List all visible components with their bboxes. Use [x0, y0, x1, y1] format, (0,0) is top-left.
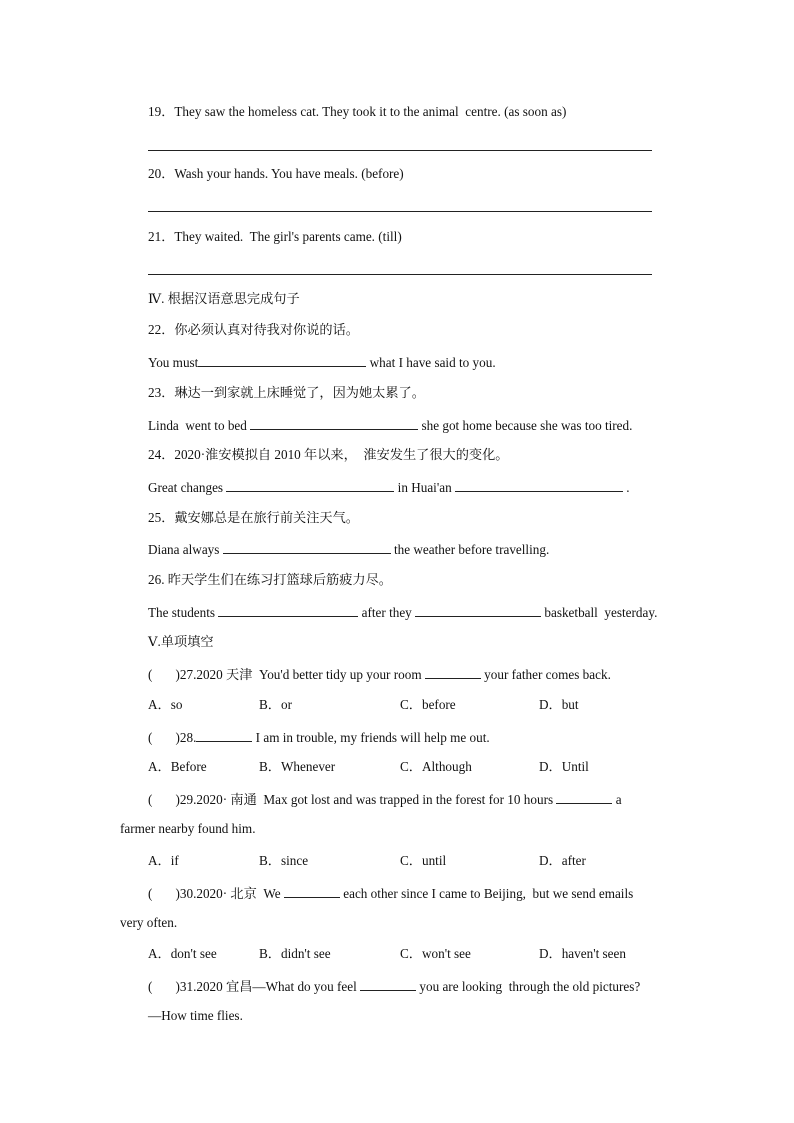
q29-option-d[interactable]: D．after	[539, 853, 586, 868]
q29-option-c[interactable]: C．until	[400, 853, 447, 868]
q22-text-a: You must	[148, 355, 199, 370]
q31-blank	[360, 977, 416, 991]
q24-blank-1[interactable]	[226, 478, 394, 492]
q31-response: —How time flies.	[148, 1008, 243, 1023]
q30-answer-paren[interactable]: ( )	[148, 886, 180, 901]
q28-option-a[interactable]: A．Before	[148, 759, 207, 774]
question-21: 21．They waited. The girl's parents came. (till)	[148, 229, 402, 244]
q29-stem-a: 29.2020· 南通 Max got lost and was trapped in the forest for 10 hours	[179, 792, 557, 807]
question-30	[148, 884, 633, 902]
q28-option-b[interactable]: B．Whenever	[259, 759, 336, 774]
q28-option-d[interactable]: D．Until	[539, 759, 589, 774]
question-19: 19．They saw the homeless cat. They took it to the animal centre. (as soon as)	[148, 104, 567, 119]
q24-text-c: .	[622, 480, 630, 495]
q30-option-a[interactable]: A．don't see	[148, 946, 217, 961]
q27-stem-b: your father comes back.	[480, 667, 611, 682]
answer-line-20[interactable]	[148, 211, 652, 212]
q24-text-b: in Huai'an	[394, 480, 455, 495]
section-5-title: Ⅴ.单项填空	[148, 634, 214, 649]
q29-stem-b: a	[612, 792, 622, 807]
question-20: 20．Wash your hands. You have meals. (before)	[148, 166, 404, 181]
question-29	[148, 790, 622, 808]
q26-blank-1[interactable]	[218, 603, 358, 617]
question-28	[148, 728, 490, 746]
q25-blank[interactable]	[223, 540, 391, 554]
q27-answer-paren[interactable]: ( )	[148, 667, 180, 682]
q29-option-a[interactable]: A．if	[148, 853, 179, 868]
q29-answer-paren[interactable]: ( )	[148, 792, 180, 807]
q22-text-b: what I have said to you.	[366, 355, 496, 370]
q25-text-a: Diana always	[148, 542, 223, 557]
q28-answer-paren[interactable]: ( )	[148, 730, 180, 745]
question-24-english	[148, 478, 630, 496]
q28-blank	[196, 728, 252, 742]
question-31	[148, 977, 640, 995]
q27-option-c[interactable]: C．before	[400, 697, 456, 712]
q23-blank[interactable]	[250, 416, 418, 430]
question-26-chinese: 26. 昨天学生们在练习打篮球后筋疲力尽。	[148, 572, 392, 587]
q27-blank	[425, 665, 481, 679]
section-4-title: Ⅳ. 根据汉语意思完成句子	[148, 291, 300, 306]
q27-option-d[interactable]: D．but	[539, 697, 579, 712]
q28-stem-b: I am in trouble, my friends will help me out.	[252, 730, 490, 745]
q26-text-c: basketball yesterday.	[541, 605, 658, 620]
question-25-chinese: 25．戴安娜总是在旅行前关注天气。	[148, 510, 359, 525]
q25-text-b: the weather before travelling.	[390, 542, 550, 557]
q27-option-b[interactable]: B．or	[259, 697, 292, 712]
answer-line-21[interactable]	[148, 274, 652, 275]
q27-option-a[interactable]: A．so	[148, 697, 183, 712]
q30-option-d[interactable]: D．haven't seen	[539, 946, 626, 961]
q31-stem-b: you are looking through the old pictures?	[416, 979, 641, 994]
q27-stem-a: 27.2020 天津 You'd better tidy up your room	[179, 667, 425, 682]
question-23-english	[148, 416, 632, 434]
question-30-continued: very often.	[120, 915, 178, 930]
q31-stem-a: 31.2020 宜昌—What do you feel	[179, 979, 361, 994]
question-23-chinese: 23．琳达一到家就上床睡觉了，因为她太累了。	[148, 385, 425, 400]
q31-answer-paren[interactable]: ( )	[148, 979, 180, 994]
q26-text-b: after they	[358, 605, 416, 620]
question-29-continued: farmer nearby found him.	[120, 821, 256, 836]
q28-option-c[interactable]: C．Although	[400, 759, 472, 774]
q22-blank[interactable]	[198, 353, 366, 367]
q24-text-a: Great changes	[148, 480, 227, 495]
q26-text-a: The students	[148, 605, 219, 620]
q30-option-b[interactable]: B．didn't see	[259, 946, 331, 961]
q30-blank	[284, 884, 340, 898]
question-25-english	[148, 540, 549, 558]
question-26-english	[148, 603, 657, 621]
q28-stem-a: 28.	[179, 730, 197, 745]
question-22-english	[148, 353, 496, 371]
q30-stem-b: each other since I came to Beijing, but we send emails	[339, 886, 634, 901]
answer-line-19[interactable]	[148, 150, 652, 151]
q23-text-a: Linda went to bed	[148, 418, 251, 433]
q24-blank-2[interactable]	[455, 478, 623, 492]
question-24-chinese: 24．2020·淮安模拟自 2010 年以来， 淮安发生了很大的变化。	[148, 447, 509, 462]
q29-option-b[interactable]: B．since	[259, 853, 309, 868]
q23-text-b: she got home because she was too tired.	[418, 418, 633, 433]
question-27	[148, 665, 611, 683]
q29-blank	[556, 790, 612, 804]
question-22-chinese: 22．你必须认真对待我对你说的话。	[148, 322, 359, 337]
q26-blank-2[interactable]	[415, 603, 541, 617]
q30-option-c[interactable]: C．won't see	[400, 946, 471, 961]
q30-stem-a: 30.2020· 北京 We	[179, 886, 284, 901]
